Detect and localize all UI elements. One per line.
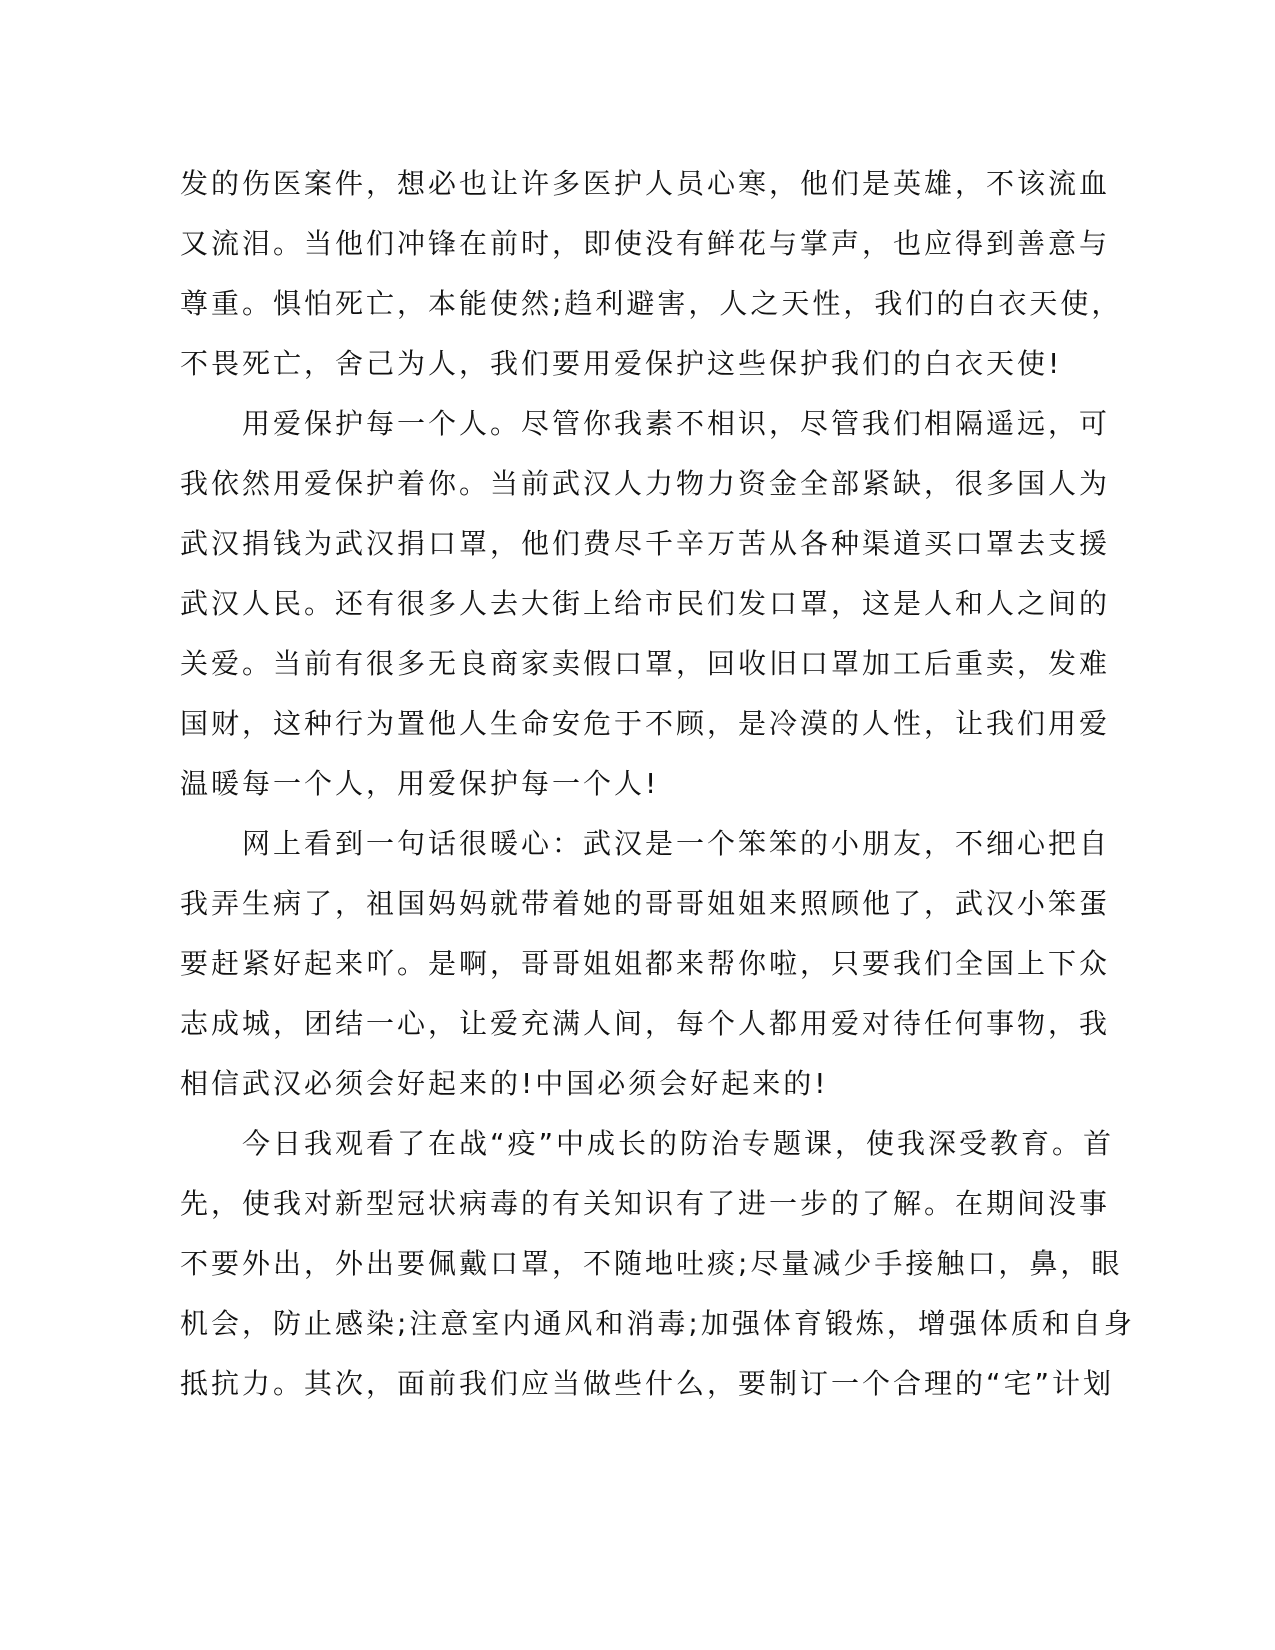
- text-line: 武汉人民。还有很多人去大街上给市民们发口罩，这是人和人之间的: [180, 587, 1111, 620]
- text-line: 发的伤医案件，想必也让许多医护人员心寒，他们是英雄，不该流血: [180, 167, 1111, 200]
- text-line: 尊重。惧怕死亡，本能使然;趋利避害，人之天性，我们的白衣天使，: [180, 287, 1123, 320]
- paragraph-start-line: 今日我观看了在战“疫”中成长的防治专题课，使我深受教育。首: [180, 1127, 1115, 1160]
- text-line: 志成城，团结一心，让爱充满人间，每个人都用爱对待任何事物，我: [180, 1007, 1111, 1040]
- paragraph-start-line: 用爱保护每一个人。尽管你我素不相识，尽管我们相隔遥远，可: [180, 407, 1111, 440]
- text-line: 又流泪。当他们冲锋在前时，即使没有鲜花与掌声，也应得到善意与: [180, 227, 1111, 260]
- text-line: 武汉捐钱为武汉捐口罩，他们费尽千辛万苦从各种渠道买口罩去支援: [180, 527, 1111, 560]
- text-line: 温暖每一个人，用爱保护每一个人!: [180, 767, 660, 800]
- text-line: 要赶紧好起来吖。是啊，哥哥姐姐都来帮你啦，只要我们全国上下众: [180, 947, 1111, 980]
- paragraph-start-line: 网上看到一句话很暖心：武汉是一个笨笨的小朋友，不细心把自: [180, 827, 1111, 860]
- text-line: 我依然用爱保护着你。当前武汉人力物力资金全部紧缺，很多国人为: [180, 467, 1111, 500]
- document-body: [180, 154, 1135, 1414]
- text-line: 机会，防止感染;注意室内通风和消毒;加强体育锻炼，增强体质和自身: [180, 1307, 1135, 1340]
- text-line: 先，使我对新型冠状病毒的有关知识有了进一步的了解。在期间没事: [180, 1187, 1111, 1220]
- text-line: 不要外出，外出要佩戴口罩，不随地吐痰;尽量减少手接触口，鼻，眼: [180, 1247, 1123, 1280]
- text-line: 不畏死亡，舍己为人，我们要用爱保护这些保护我们的白衣天使!: [180, 347, 1063, 380]
- text-line: 相信武汉必须会好起来的!中国必须会好起来的!: [180, 1067, 829, 1100]
- text-line: 关爱。当前有很多无良商家卖假口罩，回收旧口罩加工后重卖，发难: [180, 647, 1111, 680]
- text-line: 抵抗力。其次，面前我们应当做些什么，要制订一个合理的“宅”计划: [180, 1367, 1115, 1400]
- text-line: 我弄生病了，祖国妈妈就带着她的哥哥姐姐来照顾他了，武汉小笨蛋: [180, 887, 1111, 920]
- text-line: 国财，这种行为置他人生命安危于不顾，是冷漠的人性，让我们用爱: [180, 707, 1111, 740]
